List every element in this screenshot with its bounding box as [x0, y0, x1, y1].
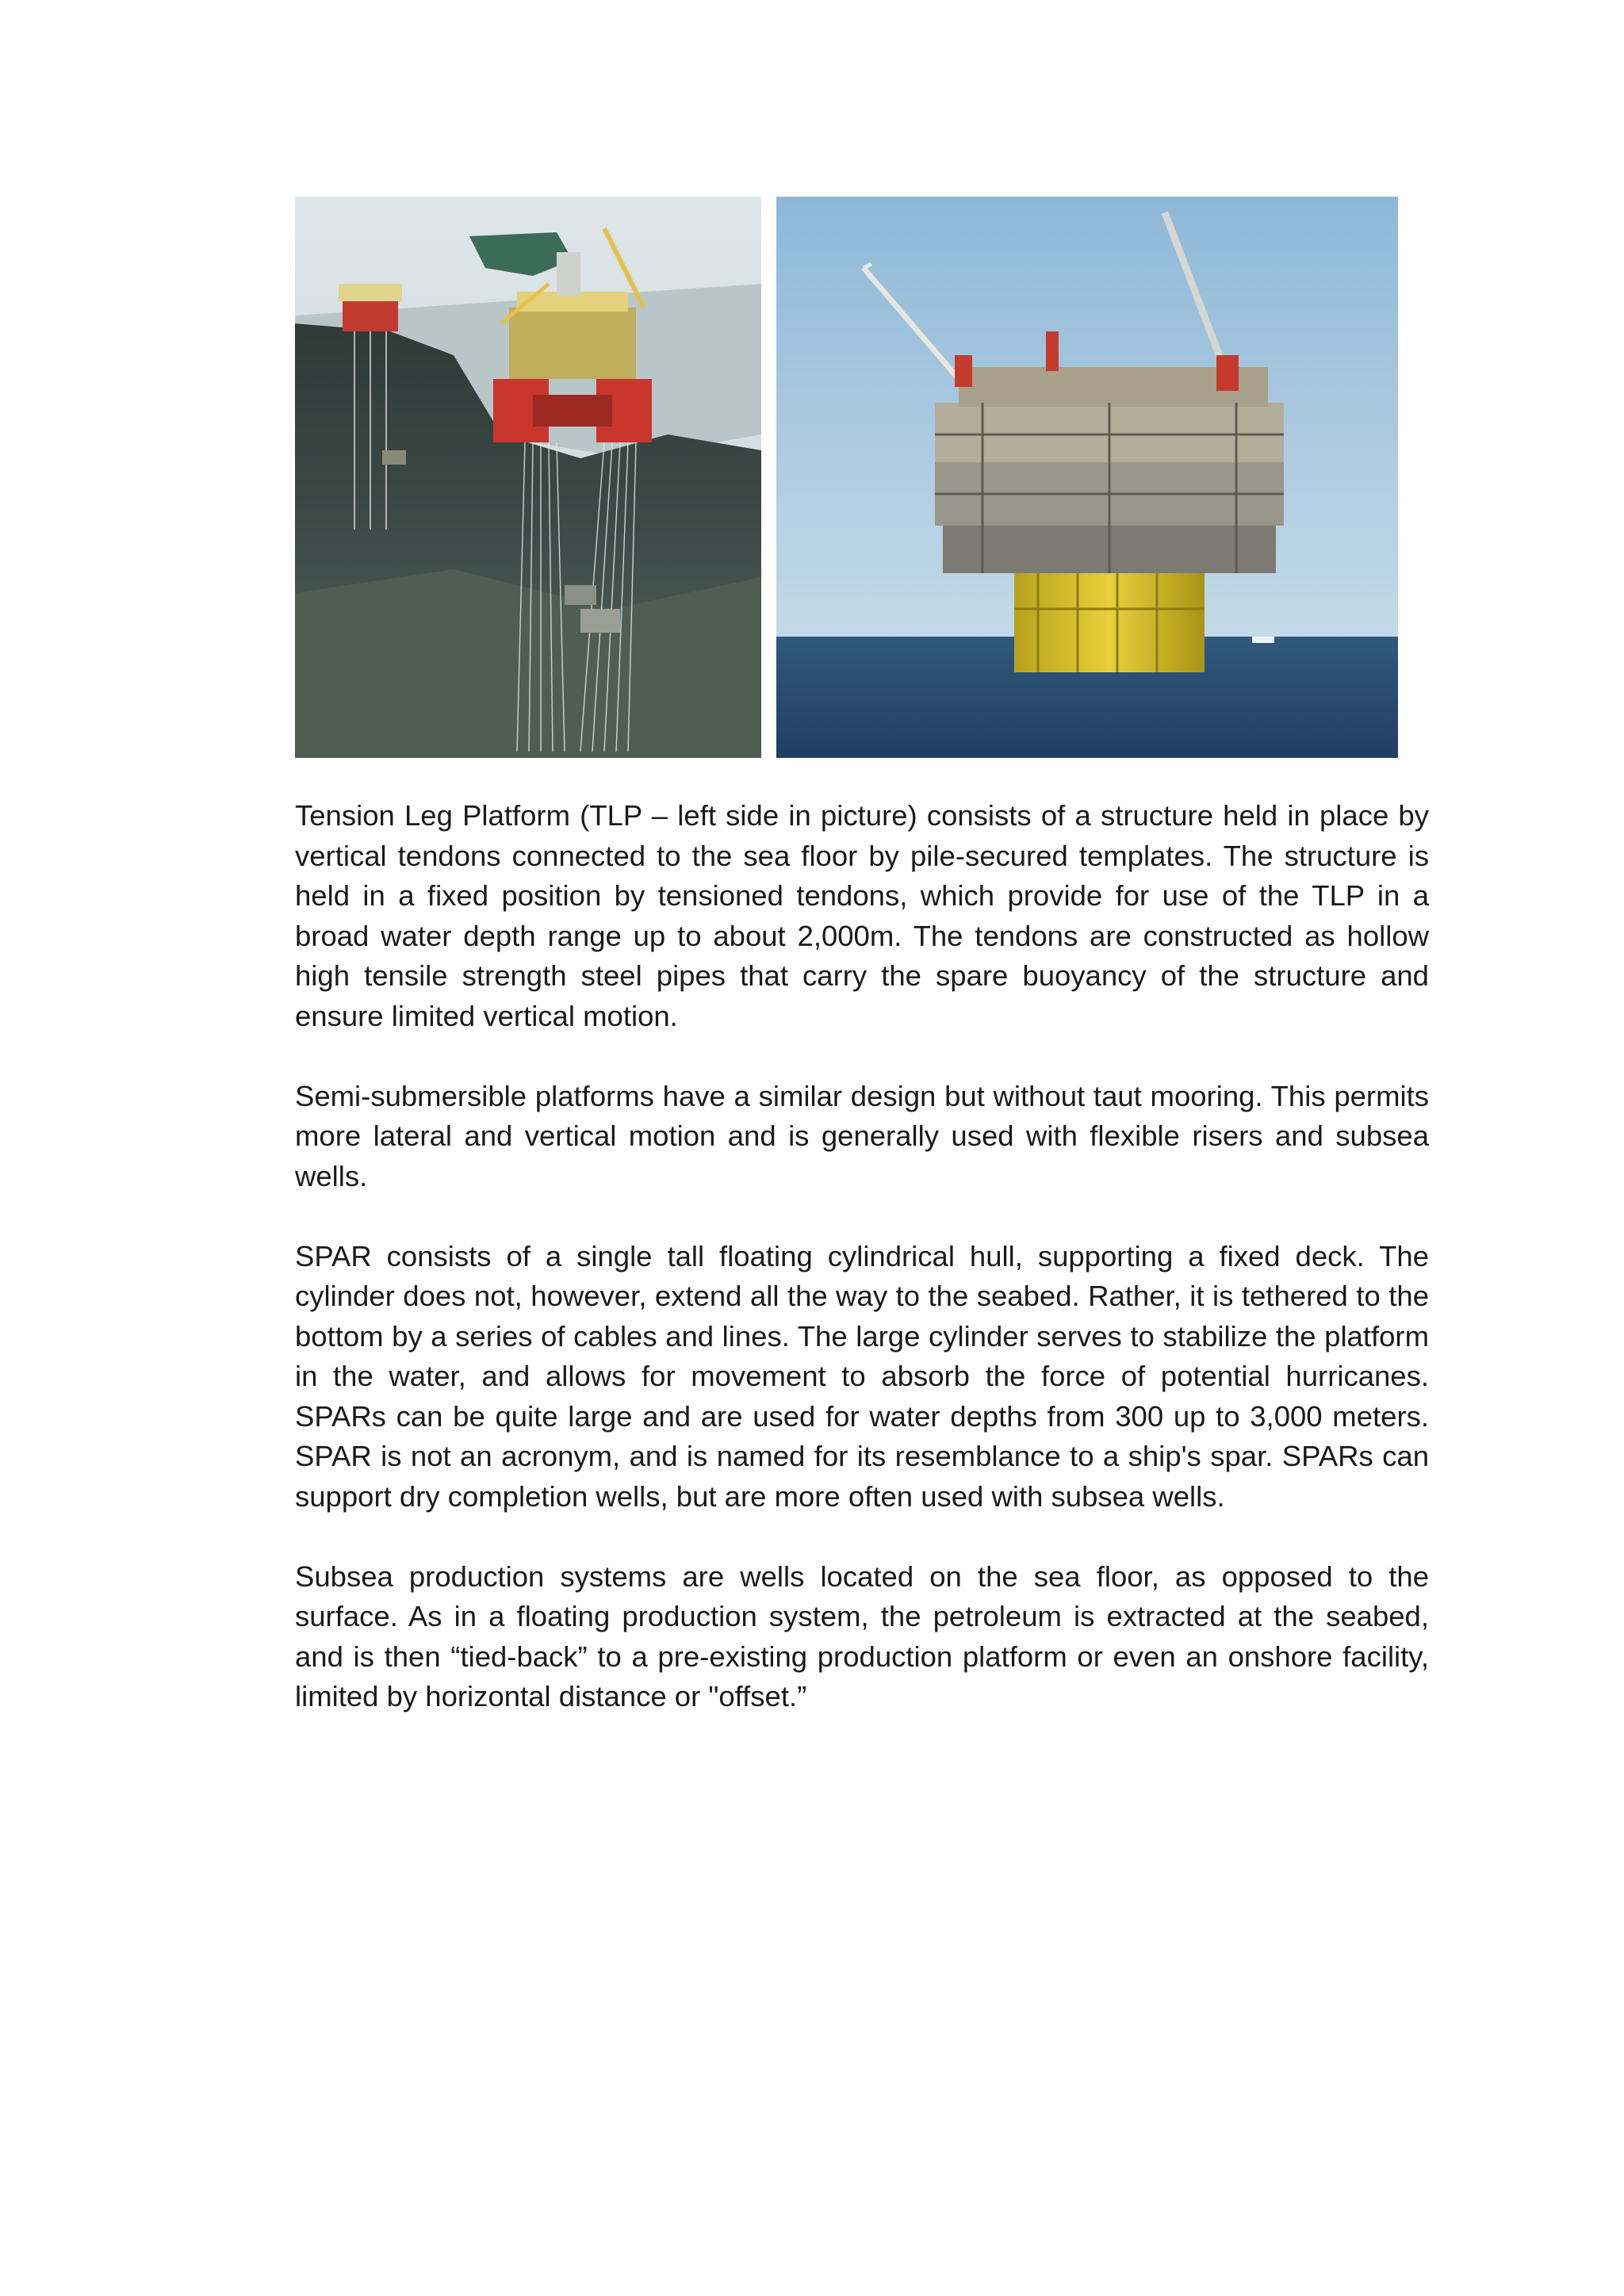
- spar-platform-photo: [776, 197, 1398, 758]
- paragraph-tlp: Tension Leg Platform (TLP – left side in picture) consists of a structure held in place by vertical tendons connected to the sea floor by pile-secured templates. The structure is held in a fixed position by tensioned tendons, which provide for use of the TLP in a broad water depth range up to about 2,000m. The tendons are constructed as hollow high tensile strength steel pipes that carry the spare buoyancy of the structure and ensure limited vertical motion.: [295, 799, 1429, 1032]
- tlp-illustration-graphic: [295, 197, 761, 758]
- paragraph-spar: SPAR consists of a single tall floating cylindrical hull, supporting a fixed deck. The cylinder does not, however, extend all the way to the seabed. Rather, it is tethered to the bottom by a series of cables and lines. The large cylinder serves to stabilize the platform in the water, and allows for movement to absorb the force of potential hurricanes. SPARs can be quite large and are used for water depths from 300 up to 3,000 meters. SPAR is not an acronym, and is named for its resemblance to a ship's spar. SPARs can support dry completion wells, but are more often used with subsea wells.: [295, 1239, 1429, 1513]
- tlp-illustration-image: [295, 197, 761, 758]
- body-text: [295, 796, 1429, 1757]
- paragraph-semi-submersible: Semi-submersible platforms have a similar design but without taut mooring. This permits more lateral and vertical motion and is generally used with flexible risers and subsea wells.: [295, 1079, 1429, 1192]
- spar-photo-graphic: [776, 197, 1398, 758]
- paragraph-subsea: Subsea production systems are wells located on the sea floor, as opposed to the surface. As in a floating production system, the petroleum is extracted at the seabed, and is then “tied-back” to a pre-existing production platform or even an onshore facility, limited by horizontal distance or "offset.”: [295, 1559, 1429, 1712]
